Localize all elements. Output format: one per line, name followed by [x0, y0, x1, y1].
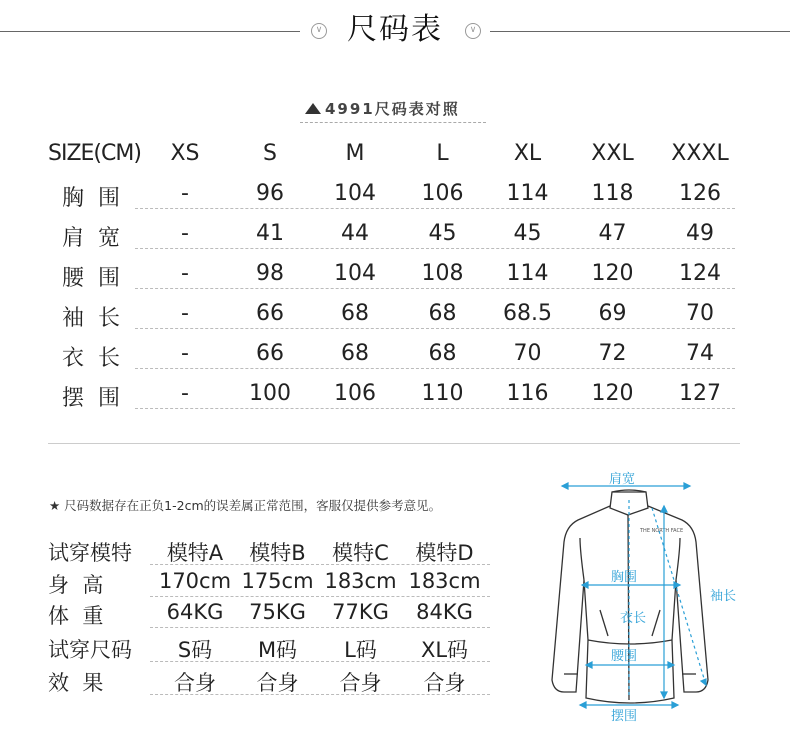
row-separator — [150, 694, 490, 695]
size-row-label: 腰 围 — [62, 266, 120, 291]
size-cell: 66 — [256, 301, 284, 326]
size-column-header: S — [263, 141, 277, 166]
size-cell: 120 — [591, 381, 634, 406]
size-cell: 116 — [506, 381, 549, 406]
model-cell: 170cm — [158, 569, 232, 593]
size-cell: - — [181, 261, 189, 286]
model-cell: S码 — [177, 638, 213, 662]
row-separator — [150, 661, 490, 662]
row-separator — [135, 368, 735, 369]
size-cell: 127 — [679, 381, 721, 406]
size-cell: 106 — [421, 181, 464, 206]
size-cell: 118 — [591, 181, 634, 206]
jacket-diagram — [540, 460, 790, 730]
chevron-down-icon: ∨ — [311, 23, 327, 39]
model-cell: M码 — [257, 638, 298, 662]
size-cell: 70 — [686, 301, 714, 326]
model-cell: 64KG — [166, 600, 224, 624]
size-cell: 120 — [591, 261, 634, 286]
model-cell: 合身 — [423, 671, 466, 695]
model-row-label: 身 高 — [48, 573, 104, 597]
size-cell: 114 — [506, 261, 549, 286]
chevron-down-icon: ∨ — [465, 23, 481, 39]
triangle-icon — [305, 103, 321, 114]
label-chest: 胸围 — [611, 570, 638, 585]
label-length: 衣长 — [620, 611, 647, 626]
disclaimer-note: ★ 尺码数据存在正负1-2cm的误差属正常范围，客服仅提供参考意见。 — [49, 498, 442, 513]
model-cell: 75KG — [249, 600, 306, 624]
subtitle-underline — [300, 122, 486, 123]
size-cell: - — [181, 181, 189, 206]
model-cell: 183cm — [408, 569, 481, 593]
model-row-label: 效 果 — [48, 671, 104, 695]
header-line-left — [0, 31, 300, 32]
label-hem: 摆围 — [611, 709, 638, 724]
size-cell: 74 — [686, 341, 714, 366]
size-column-header: XXXL — [671, 141, 729, 166]
size-cell: 68 — [428, 301, 457, 326]
model-cell: 合身 — [256, 671, 299, 695]
size-cell: 106 — [334, 381, 376, 406]
model-row-label: 体 重 — [48, 604, 104, 628]
size-column-header: XXL — [591, 141, 634, 166]
size-cell: 68 — [428, 341, 457, 366]
table-subtitle — [305, 98, 485, 119]
size-cell: - — [181, 341, 189, 366]
model-cell: 合身 — [339, 671, 382, 695]
header-line-right — [490, 31, 790, 32]
page-title: 尺码表 — [347, 12, 443, 47]
size-cell: 114 — [506, 181, 549, 206]
size-cell: 68.5 — [503, 301, 552, 326]
row-separator — [150, 627, 490, 628]
model-row-label: 试穿模特 — [48, 541, 132, 565]
size-cell: 124 — [679, 261, 721, 286]
size-cell: 68 — [341, 301, 369, 326]
size-cell: 45 — [513, 221, 542, 246]
size-column-header: XS — [170, 141, 200, 166]
size-row-label: 衣 长 — [62, 346, 120, 371]
size-cell: 104 — [334, 261, 376, 286]
size-cell: 110 — [421, 381, 464, 406]
row-separator — [135, 248, 735, 249]
row-separator — [150, 564, 490, 565]
size-cell: - — [181, 381, 189, 406]
model-cell: 77KG — [332, 600, 389, 624]
model-row-label: 试穿尺码 — [48, 638, 132, 662]
size-cell: 69 — [598, 301, 627, 326]
size-row-label: 袖 长 — [62, 306, 120, 331]
size-cell: 47 — [598, 221, 627, 246]
model-cell: XL码 — [420, 638, 469, 662]
model-cell: 模特B — [249, 541, 306, 565]
size-cell: 45 — [428, 221, 457, 246]
brand-logo: THE NORTH FACE — [640, 528, 684, 534]
model-cell: 84KG — [416, 600, 473, 624]
label-waist: 腰围 — [611, 649, 638, 664]
size-column-header: XL — [513, 141, 542, 166]
size-cell: 68 — [341, 341, 369, 366]
row-separator — [150, 596, 490, 597]
model-cell: 175cm — [241, 569, 314, 593]
model-cell: 模特A — [166, 541, 224, 565]
size-cell: 44 — [341, 221, 369, 246]
size-cell: 96 — [256, 181, 284, 206]
size-cell: 104 — [334, 181, 376, 206]
size-cell: - — [181, 301, 189, 326]
model-cell: L码 — [344, 638, 377, 662]
size-cell: 98 — [256, 261, 284, 286]
size-cell: 100 — [249, 381, 291, 406]
size-cell: 49 — [686, 221, 714, 246]
model-cell: 模特D — [415, 541, 474, 565]
row-separator — [135, 208, 735, 209]
size-cell: 108 — [421, 261, 464, 286]
label-sleeve: 袖长 — [710, 589, 737, 604]
size-cell: 126 — [679, 181, 721, 206]
model-cell: 183cm — [324, 569, 397, 593]
model-cell: 合身 — [174, 671, 216, 695]
size-row-label: 摆 围 — [62, 386, 120, 411]
label-shoulder: 肩宽 — [609, 472, 636, 487]
size-cell: - — [181, 221, 189, 246]
row-separator — [135, 288, 735, 289]
size-column-header: L — [436, 141, 449, 166]
size-cell: 41 — [256, 221, 284, 246]
row-separator — [135, 328, 735, 329]
size-row-label: 肩 宽 — [62, 226, 120, 251]
section-divider — [48, 443, 740, 444]
size-cell: 70 — [513, 341, 542, 366]
size-cell: 66 — [256, 341, 284, 366]
subtitle-text: 4991尺码表对照 — [325, 100, 460, 118]
size-row-label: 胸 围 — [62, 186, 120, 211]
row-separator — [135, 408, 735, 409]
model-cell: 模特C — [332, 541, 389, 565]
size-column-header: M — [345, 141, 365, 166]
size-header-label: SIZE(CM) — [48, 141, 141, 166]
size-cell: 72 — [598, 341, 627, 366]
